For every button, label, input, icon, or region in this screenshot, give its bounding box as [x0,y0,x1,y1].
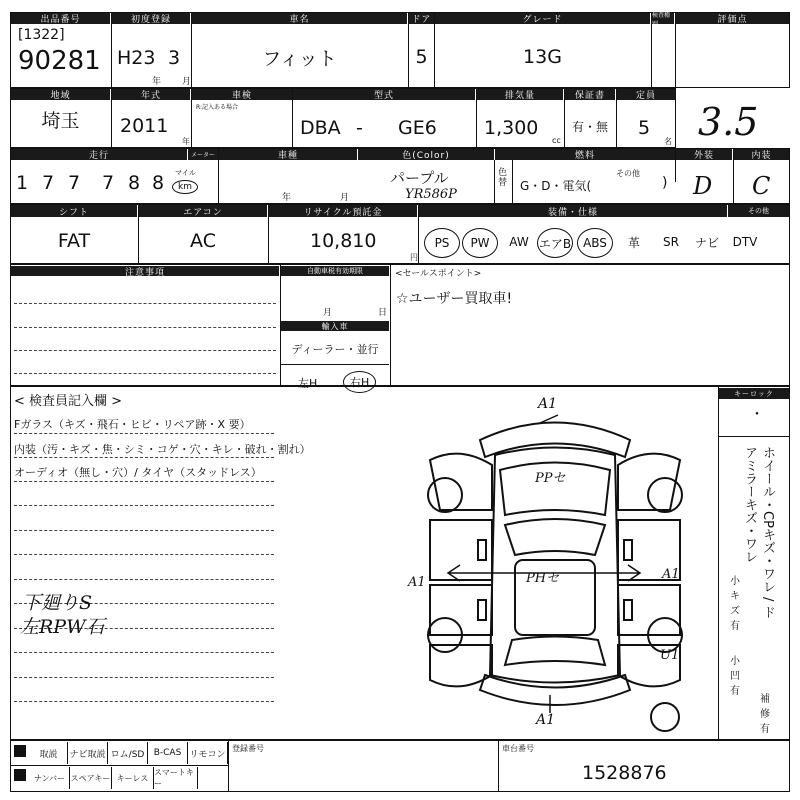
small-dent-note: 小凹有 [730,656,740,697]
recall-label: R:記入ある場合 [196,104,239,111]
damage-left-side: A1 [408,575,426,590]
damage-front-bumper: A1 [538,396,558,412]
hdr-shift: シフト [11,205,137,217]
keylock-mark: ・ [750,407,764,423]
hdr-displacement: 排気量 [477,89,563,100]
car-name: フィット [262,47,337,70]
bottom-item-r1-4: リモコン [188,742,228,764]
aircon: AC [190,230,216,252]
damage-side-note: U1 [660,648,680,663]
sales-point-header: <セールスポイント> [395,269,482,279]
interior-grade: C [752,172,771,200]
car-diagram [400,395,710,735]
equip-3: エアB [537,228,573,258]
hdr-exterior: 外装 [676,149,732,160]
inspector-line-audio: オーディオ（無し・穴）/ タイヤ（スタッドレス） [14,466,262,479]
model-code: GE6 [398,117,437,139]
model-year: 2011 [120,115,169,137]
hdr-recycle: リサイクル預託金 [269,205,417,217]
model-code-dash: - [356,117,363,139]
repair-note: 補修有 [760,694,770,735]
hdr-import: 輸入車 [281,321,389,331]
region: 埼玉 [41,109,80,132]
mileage-mile-unit: マイル [175,169,196,177]
inspection-choice: 有・無 [571,119,608,134]
equip-2: AW [509,235,529,249]
mileage-digit-2: 7 [42,172,55,194]
bottom-icon-2 [14,769,26,781]
first-reg-month-unit: 月 [182,77,192,87]
reg-no-label: 登録番号 [232,744,264,753]
recycle-unit: 円 [410,253,418,262]
displacement-unit: cc [552,136,561,145]
model-code-prefix: DBA [300,117,341,139]
first-reg-year-unit: 年 [152,77,162,87]
equip-5: 革 [627,235,640,250]
hdr-doors: ドア [409,13,434,24]
hdr-model-code: 型式 [293,89,475,100]
first-reg-era: H23 [117,47,156,69]
row5 [10,264,790,386]
import-dealer: ディーラー・並行 [291,343,379,356]
damage-roof: PHセ [526,571,560,586]
hdr-exhibit-no: 出品番号 [11,13,110,24]
bottom-item-r2-0: ナンバー [30,767,70,789]
hdr-seats: 定員 [617,89,675,100]
hdr-inspection: 保証書 [565,89,615,100]
fuel-options: G・D・電気( [520,179,592,193]
inspector-line-glass: Fガラス（キズ・飛石・ヒビ・リペア跡・X 要） [14,418,251,431]
bottom-item-r1-2: ロム/SD [108,742,148,764]
equip-4: ABS [577,228,613,258]
model-year-unit: 年 [182,137,190,146]
bottom-item-r1-3: B-CAS [148,742,188,764]
color-change-label: 色替 [498,168,508,188]
damage-rear-bumper: A1 [536,712,556,728]
inspector-title: < 検査員記入欄 > [14,394,123,409]
color-code: YR586P [405,187,457,202]
equip-dtv: DTV [732,235,758,249]
grade: 13G [523,46,562,68]
tax-day: 日 [378,308,388,318]
hdr-notes: 注意事項 [11,266,279,276]
bottom-item-r2-3: スマートキー [154,767,198,789]
handwritten-underbody: 下廻りS [22,592,93,614]
tax-month: 月 [323,308,333,318]
hdr-equipment: 装備・仕様 [419,205,727,217]
recycle-amount: 10,810 [310,230,377,252]
hdr-grade: グレード [435,13,650,24]
hdr-mileage: 走行 [11,149,187,160]
exterior-grade: D [693,172,713,200]
hdr-tax: 自動車税有効期限 [281,266,389,276]
mileage-digit-1: 1 [16,172,29,194]
rating-score: 3.5 [698,100,759,144]
seats: 5 [638,117,651,139]
import-right-hand: 右H [343,371,376,393]
hdr-model-year: 年式 [112,89,190,100]
hdr-meter: メーター [188,149,218,160]
damage-right-side: A1 [662,567,680,582]
wheel-mirror-notes: ホイール・CPキズ・ワレ / ドアミラーキズ・ワレ [742,446,775,619]
mileage-km-unit: km [172,180,198,194]
sales-point-text: ☆ユーザー買取車! [396,291,513,307]
hdr-keylock: キーロック [719,388,789,399]
lot-code: [1322] [18,27,65,43]
hdr-color: 色(Color) [358,149,494,160]
bottom-item-r2-1: スペアキー [70,767,112,789]
doors: 5 [415,46,428,68]
bottom-item-r1-1: ナビ取説 [68,742,108,764]
equip-6: SR [663,235,679,249]
lot-number: 90281 [18,46,101,76]
seats-unit: 名 [664,137,672,146]
bottom-item-r2-2: キーレス [112,767,154,789]
bottom-icon-1 [14,745,26,757]
equip-1: PW [462,228,498,258]
reg-month-unit: 月 [340,193,350,203]
mileage-digit-5: 8 [128,172,141,194]
color-name: パープル [390,169,449,187]
frame-number: 1528876 [582,762,667,784]
hdr-equipment-side: その他 [728,205,789,217]
hdr-first-reg: 初度登録 [112,13,190,24]
small-flaw-note: 小キズ有 [730,576,740,632]
fuel-other: その他 [616,169,640,178]
hdr-aircon: エアコン [139,205,267,217]
displacement: 1,300 [484,117,539,139]
bottom-item-r1-0: 取説 [30,742,68,764]
hdr-region: 地域 [11,89,110,100]
handwritten-left-rpw: 左RPW石 [20,616,105,638]
hdr-interior: 内装 [734,149,789,160]
equip-0: PS [424,228,460,258]
hdr-fuel: 燃料 [495,149,675,160]
frame-no-label: 車台番号 [502,744,534,753]
hdr-shaken: 車検 [192,89,292,100]
hdr-car-name: 車名 [192,13,407,24]
mileage-digit-6: 8 [152,172,165,194]
inspector-line-interior: 内装（汚・キズ・焦・シミ・コゲ・穴・キレ・破れ・割れ） [14,443,311,456]
equip-7: ナビ [694,235,719,250]
mileage-digit-4: 7 [102,172,115,194]
first-reg-month: 3 [168,47,181,69]
reg-year-unit: 年 [282,193,292,203]
shift: FAT [57,230,91,252]
hdr-rating: 評価点 [676,13,789,24]
fuel-close: ) [662,175,668,191]
import-left-hand: 左H [298,377,318,390]
mileage-digit-3: 7 [68,172,81,194]
damage-hood: PPセ [535,471,566,486]
hdr-inspection-type: 検査種別 [652,13,674,24]
hdr-car-type: 車種 [219,149,357,160]
